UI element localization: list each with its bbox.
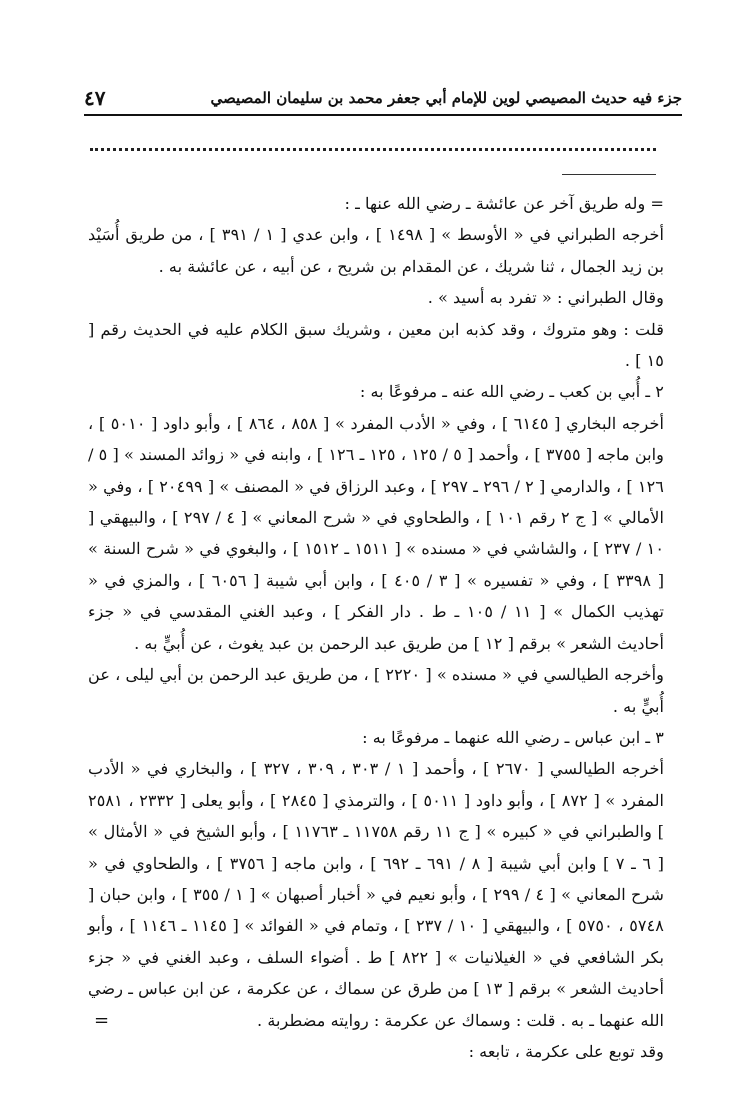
page-number: ٤٧ bbox=[84, 86, 106, 110]
paragraph: وقد توبع على عكرمة ، تابعه : bbox=[468, 1041, 664, 1061]
paragraph: قلت : وهو متروك ، وقد كذبه ابن معين ، وشريك سبق الكلام عليه في الحديث رقم [ ١٥ ] . bbox=[88, 319, 664, 371]
body-text bbox=[88, 188, 664, 1067]
dotted-separator bbox=[90, 148, 656, 151]
footnote-rule bbox=[562, 174, 656, 175]
paragraph: وأخرجه الطيالسي في « مسنده » [ ٢٢٢٠ ] ، من طريق عبد الرحمن بن أبي ليلى ، عن أُبيٍّ به . bbox=[88, 665, 664, 716]
header-rule bbox=[84, 114, 682, 116]
running-title: جزء فيه حديث المصيصي لوين للإمام أبي جعفر محمد بن سليمان المصيصي bbox=[210, 89, 682, 107]
paragraph: أخرجه البخاري [ ٦١٤٥ ] ، وفي « الأدب المفرد » [ ٨٥٨ ، ٨٦٤ ] ، وأبو داود [ ٥٠١٠ ] ، وابن ماجه [ ٣٧٥٥ ] ، وأحمد [ ٥ / ١٢٥ ، ١٢٥ ـ ١٢٦ ] ، وابنه في « زوائد المسند » [ ٥ / ١٢٦ ] ، والدارمي [ ٢ / ٢٩٦ ـ ٢٩٧ ] ، وعبد الرزاق في « المصنف » [ ٢٠٤٩٩ ] ، وفي « الأمالي » [ ج ٢ رقم ١٠١ ] ، والطحاوي في « شرح المعاني » [ ٤ / ٢٩٧ ] ، والبيهقي [ ١٠ / ٢٣٧ ] ، والشاشي في « مسنده » [ ١٥١١ ـ ١٥١٢ ] ، والبغوي في « شرح السنة » [ ٣٣٩٨ ] ، وفي « تفسيره » [ ٣ / ٤٠٥ ] ، وابن أبي شيبة [ ٦٠٥٦ ] ، والمزي في « تهذيب الكمال » [ ١١ / ١٠٥ ـ ط . دار الفكر ] ، وعبد الغني المقدسي في « جزء أحاديث الشعر » برقم [ ١٢ ] من طريق عبد الرحمن بن عبد يغوث ، عن أُبيٍّ به . bbox=[88, 413, 665, 653]
paragraph: وقال الطبراني : « تفرد به أسيد » . bbox=[427, 288, 664, 308]
continuation-mark: = bbox=[94, 1010, 110, 1031]
running-header bbox=[84, 84, 682, 112]
paragraph: أخرجه الطبراني في « الأوسط » [ ١٤٩٨ ] ، وابن عدي [ ١ / ٣٩١ ] ، من طريق أُسَيْد بن زيد الجمال ، ثنا شريك ، عن المقدام بن شريح ، عن أبيه ، عن عائشة به . bbox=[88, 225, 664, 276]
paragraph: ٣ ـ ابن عباس ـ رضي الله عنهما ـ مرفوعًا به : bbox=[362, 727, 664, 747]
paragraph: = وله طريق آخر عن عائشة ـ رضي الله عنها ـ : bbox=[344, 194, 664, 213]
paragraph: ٢ ـ أُبي بن كعب ـ رضي الله عنه ـ مرفوعًا به : bbox=[359, 382, 664, 402]
paragraph: أخرجه الطيالسي [ ٢٦٧٠ ] ، وأحمد [ ١ / ٣٠٣ ، ٣٠٩ ، ٣٢٧ ] ، والبخاري في « الأدب المفرد » [ ٨٧٢ ] ، وأبو داود [ ٥٠١١ ] ، والترمذي [ ٢٨٤٥ ] ، وأبو يعلى [ ٢٣٣٢ ، ٢٥٨١ ] والطبراني في « كبيره » [ ج ١١ رقم ١١٧٥٨ ـ ١١٧٦٣ ] ، وأبو الشيخ في « الأمثال » [ ٦ ـ ٧ ] وابن أبي شيبة [ ٨ / ٦٩١ ـ ٦٩٢ ] ، وابن ماجه [ ٣٧٥٦ ] ، والطحاوي في « شرح المعاني » [ ٤ / ٢٩٩ ] ، وأبو نعيم في « أخبار أصبهان » [ ١ / ٣٥٥ ] ، وابن حبان [ ٥٧٤٨ ، ٥٧٥٠ ] ، والبيهقي [ ١٠ / ٢٣٧ ] ، وتمام في « الفوائد » [ ١١٤٥ ـ ١١٤٦ ] ، وأبو بكر الشافعي في « الغيلانيات » [ ٨٢٢ ] ط . أضواء السلف ، وعبد الغني في « جزء أحاديث الشعر » برقم [ ١٣ ] من طرق عن سماك ، عن عكرمة ، عن ابن عباس ـ رضي الله عنهما ـ به . قلت : وسماك عن عكرمة : روايته مضطربة . bbox=[88, 759, 665, 1030]
